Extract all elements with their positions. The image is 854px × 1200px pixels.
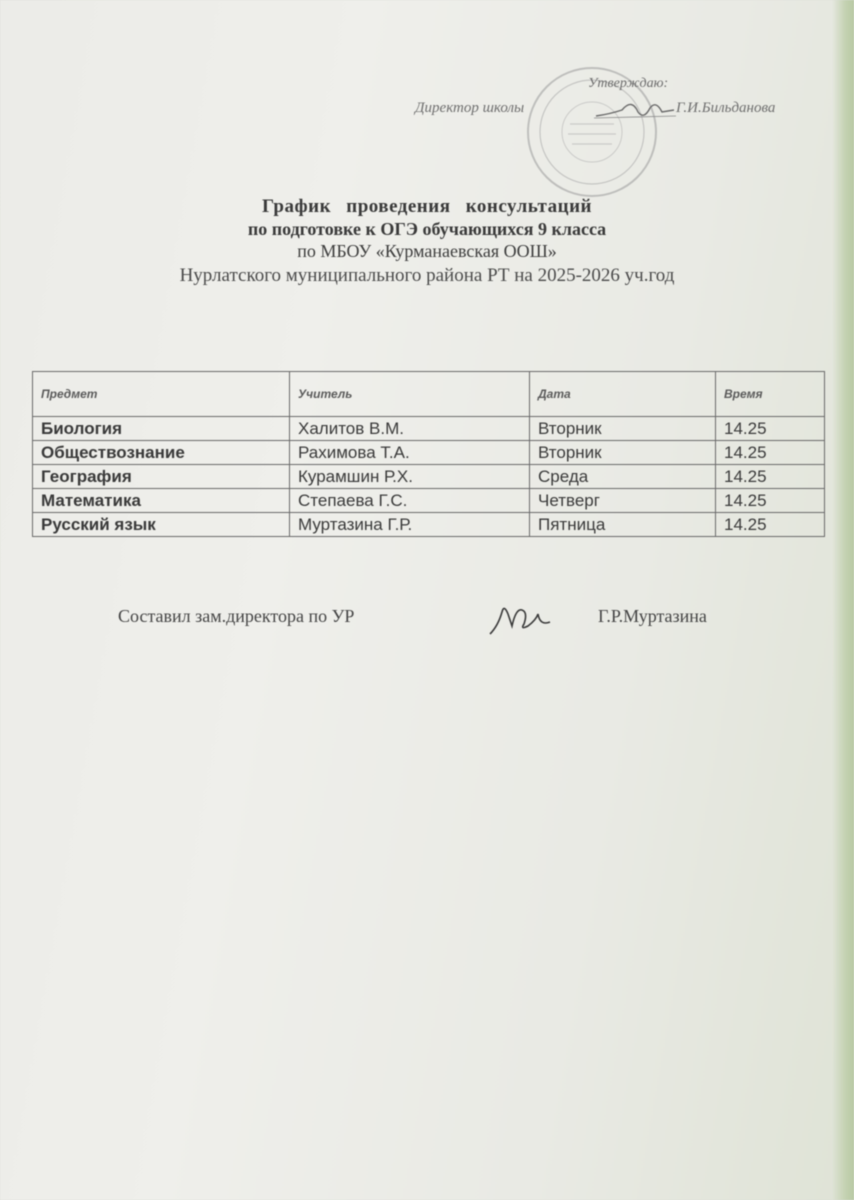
header-teacher: Учитель xyxy=(290,372,530,417)
cell-date: Вторник xyxy=(530,441,716,465)
cell-teacher: Халитов В.М. xyxy=(290,417,530,441)
header-date: Дата xyxy=(530,372,716,417)
compiled-by-name: Г.Р.Муртазина xyxy=(598,606,707,626)
cell-subject: География xyxy=(33,465,290,489)
document-title xyxy=(0,196,854,287)
cell-time: 14.25 xyxy=(716,513,825,537)
cell-time: 14.25 xyxy=(716,489,825,513)
table-header-row xyxy=(33,372,825,417)
director-signature-icon xyxy=(592,92,678,122)
approve-label: Утверждаю: xyxy=(588,76,669,91)
cell-subject: Обществознание xyxy=(33,441,290,465)
cell-subject: Математика xyxy=(33,489,290,513)
cell-time: 14.25 xyxy=(716,417,825,441)
title-line-4: Нурлатского муниципального района РТ на 2025-2026 уч.год xyxy=(179,265,675,286)
table-row xyxy=(33,417,825,441)
director-title: Директор школы xyxy=(415,100,525,116)
table-row xyxy=(33,513,825,537)
table-row xyxy=(33,441,825,465)
cell-time: 14.25 xyxy=(716,441,825,465)
cell-time: 14.25 xyxy=(716,465,825,489)
cell-date: Пятница xyxy=(530,513,716,537)
approval-block xyxy=(0,0,854,140)
consultation-schedule-table xyxy=(32,371,825,537)
cell-teacher: Рахимова Т.А. xyxy=(290,441,530,465)
header-time: Время xyxy=(716,372,825,417)
cell-date: Четверг xyxy=(530,489,716,513)
cell-teacher: Муртазина Г.Р. xyxy=(290,513,530,537)
compiled-by-label: Составил зам.директора по УР xyxy=(118,606,355,626)
header-subject: Предмет xyxy=(33,372,290,417)
cell-teacher: Курамшин Р.Х. xyxy=(290,465,530,489)
title-line-3: по МБОУ «Курманаевская ООШ» xyxy=(297,241,557,261)
title-line-1: График проведения консультаций xyxy=(262,196,592,217)
director-name: Г.И.Бильданова xyxy=(676,100,776,116)
cell-subject: Русский язык xyxy=(33,513,290,537)
background-edge xyxy=(832,0,854,1200)
deputy-signature-icon xyxy=(484,596,556,640)
table-row xyxy=(33,489,825,513)
cell-teacher: Степаева Г.С. xyxy=(290,489,530,513)
table-row xyxy=(33,465,825,489)
title-line-2: по подготовке к ОГЭ обучающихся 9 класса xyxy=(247,219,607,239)
cell-date: Среда xyxy=(530,465,716,489)
cell-date: Вторник xyxy=(530,417,716,441)
cell-subject: Биология xyxy=(33,417,290,441)
